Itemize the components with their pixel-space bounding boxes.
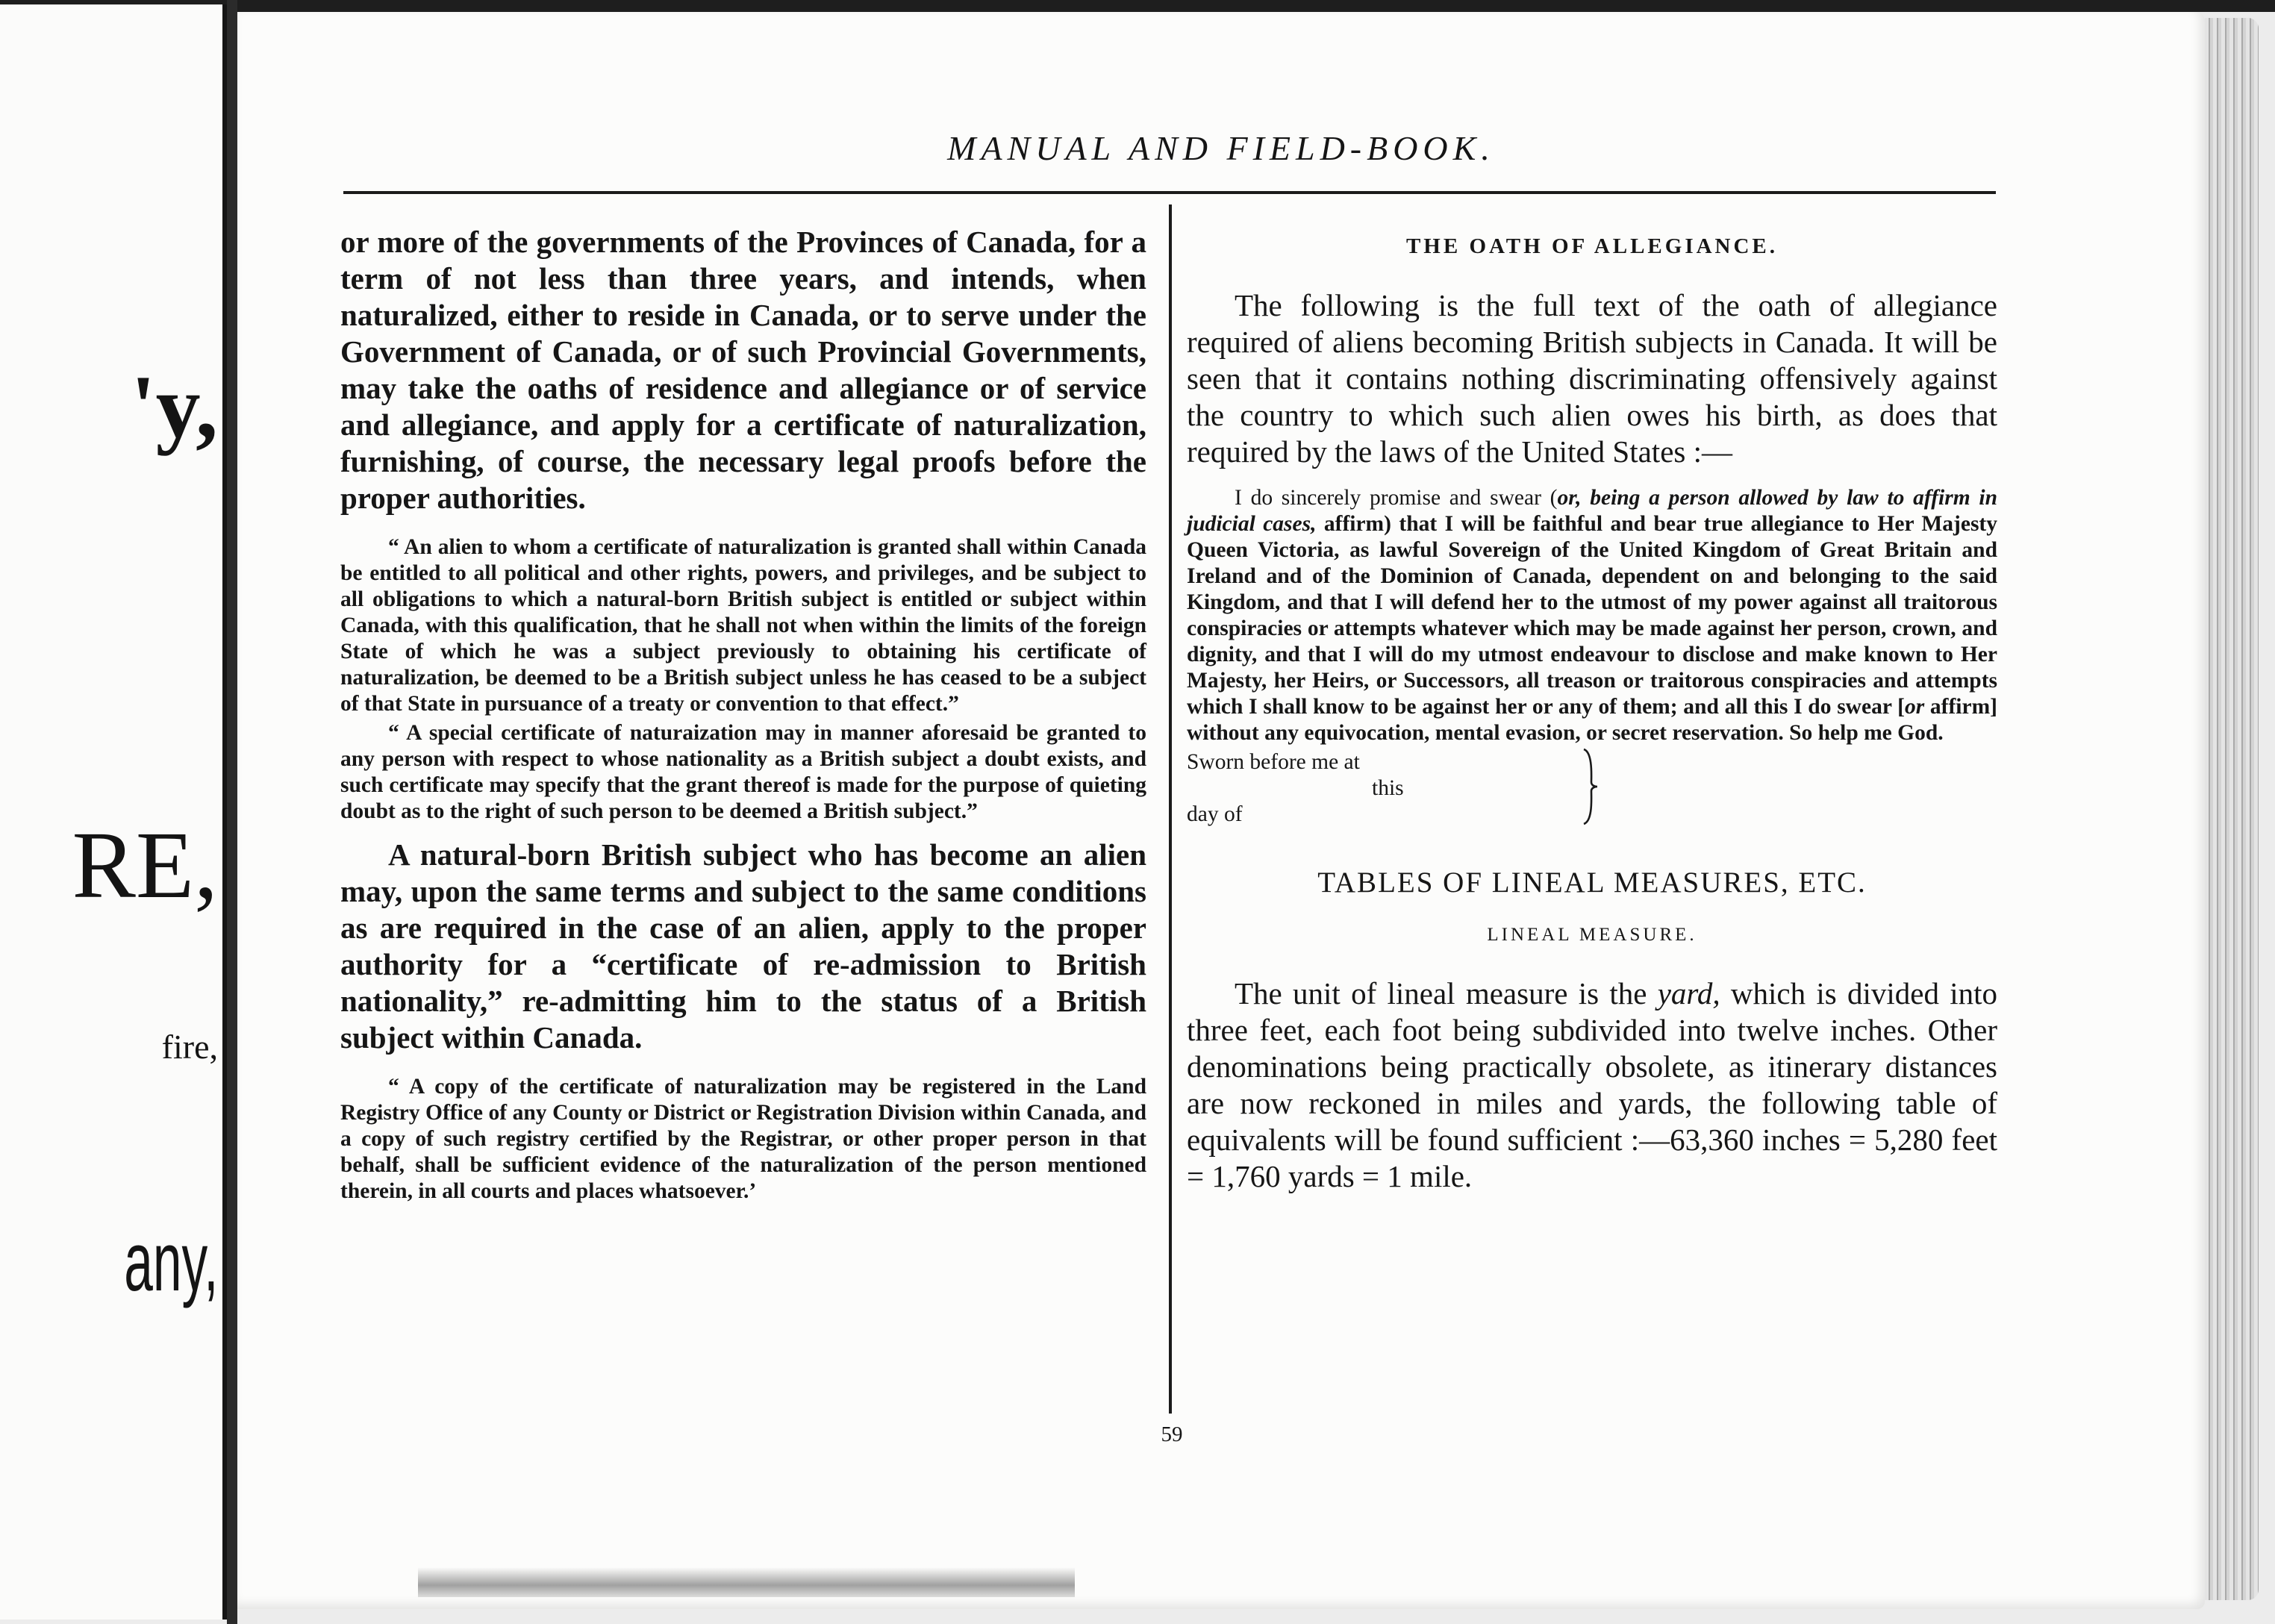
oath-text: [1187, 485, 1997, 746]
lineal-text-italic: yard,: [1657, 976, 1720, 1011]
left-column: [340, 224, 1146, 1205]
quote-registry-copy: “ A copy of the certificate of naturalization may be registered in the Land Registry Office of any County or District or Registration Division within Canada, and a copy of such registry certified by the Registrar, or other proper person in that behalf, shall be sufficient evidence of the naturalization of the person mentioned therein, in all courts and places whatsoever.’: [340, 1075, 1146, 1203]
scan-top-shadow: [0, 0, 2275, 12]
lineal-measure-title: LINEAL MEASURE.: [1487, 925, 1697, 945]
paragraph-continuation: or more of the governments of the Provinces of Canada, for a term of not less than three years, and intends, when naturalized, either to reside in Canada, or to serve under the Government of Canada, or of such Provincial Governments, may take the oaths of residence and allegiance or of service and allegiance, and apply for a certificate of naturalization, furnishing, of course, the necessary legal proofs before the proper authorities.: [340, 225, 1146, 515]
header-rule: [343, 191, 1996, 194]
oath-text-part-3: affirm] without any equivocation, mental evasion, or secret reservation. So help me God.: [1187, 695, 1997, 745]
oath-text-part-1: I do sincerely promise and swear (: [1235, 486, 1558, 510]
running-title: MANUAL AND FIELD-BOOK.: [947, 129, 1495, 167]
left-page-fragment: [0, 4, 227, 1620]
fragment-1: 'y,: [131, 357, 218, 456]
page-edges: [2205, 18, 2259, 1600]
oath-title: THE OATH OF ALLEGIANCE.: [1405, 234, 1779, 258]
paragraph-readmission: A natural-born British subject who has become an alien may, upon the same terms and subject to the same conditions as are required in the case of an alien, apply to the proper authority for a “certificate of re-admission to British nationality,” re-admitting him to the status of a British subject within Canada.: [340, 837, 1146, 1055]
oath-text-italic-2: or: [1904, 695, 1925, 719]
brace-icon: [1581, 746, 1600, 827]
tables-title: TABLES OF LINEAL MEASURES, ETC.: [1317, 866, 1867, 899]
quote-alien-rights: “ An alien to whom a certificate of naturalization is granted shall within Canada be entitled to all political and other rights, powers, and privileges, and be subject to all obligations to which a natural-born British subject is entitled or subject within Canada, with this qualification, that he shall not when within the limits of the foreign State of which he was a subject previously to obtaining his certificate of naturalization, be deemed to be a British subject unless he has ceased to be a subject of that State in pursuance of a treaty or convention to that effect.”: [340, 535, 1146, 716]
page-number: 59: [1161, 1422, 1183, 1446]
sworn-line-3: day of: [1187, 802, 1243, 826]
oath-text-italic: or, being a person allowed by law to affirm in judicial cases,: [1187, 486, 1997, 536]
sworn-line-2: this: [1372, 776, 1404, 800]
lineal-measure-paragraph: [1187, 975, 1997, 1195]
oath-intro: The following is the full text of the oath of allegiance required of aliens becoming British subjects in Canada. It will be seen that it contains nothing discriminating offensively against the country to which such alien owes his birth, as does that required by the laws of the United States :—: [1187, 288, 1997, 469]
quote-special-certificate: “ A special certificate of naturaization may in manner aforesaid be granted to any person with respect to whose nationality as a British subject a doubt exists, and such certificate may specify that the grant thereof is made for the purpose of quieting doubt as to the right of such person to be deemed a British subject.”: [340, 721, 1146, 823]
fragment-4: any,: [123, 1215, 218, 1308]
sworn-block: [1187, 749, 1997, 830]
bleed-through-strip: [418, 1567, 1075, 1597]
oath-text-part-2: affirm) that I will be faithful and bear true allegiance to Her Majesty Queen Victoria, as lawful Sovereign of the United Kingdom of Great Britain and Ireland and of the Dominion of Canada, dependent on and belonging to the said Kingdom, and that I will defend her to the utmost of my power against all traitorous conspiracies or attempts whatever which may be made against her person, crown, and dignity, and that I will do my utmost endeavour to disclose and make known to Her Majesty, her Heirs, or Successors, all treason or traitorous conspiracies and attempts which I shall know to be against her or any of them; and all this I do swear [: [1187, 512, 1997, 719]
column-divider: [1169, 204, 1172, 1414]
sworn-line-1: Sworn before me at: [1187, 750, 1360, 774]
fragment-3: fire,: [161, 1028, 218, 1066]
lineal-text-part-1: The unit of lineal measure is the: [1235, 976, 1658, 1011]
right-column: [1187, 224, 1997, 1195]
lineal-text-part-2: which is divided into three feet, each foot being subdivided into twelve inches. Other denominations being practically obsolete, as itinerary distances are now reckoned in miles and yards, the following table of equivalents will be found sufficient :—63,360 inches = 5,280 feet = 1,760 yards = 1 mile.: [1187, 976, 1997, 1193]
fragment-2: RE,: [72, 812, 218, 918]
book-gutter: [227, 0, 237, 1624]
